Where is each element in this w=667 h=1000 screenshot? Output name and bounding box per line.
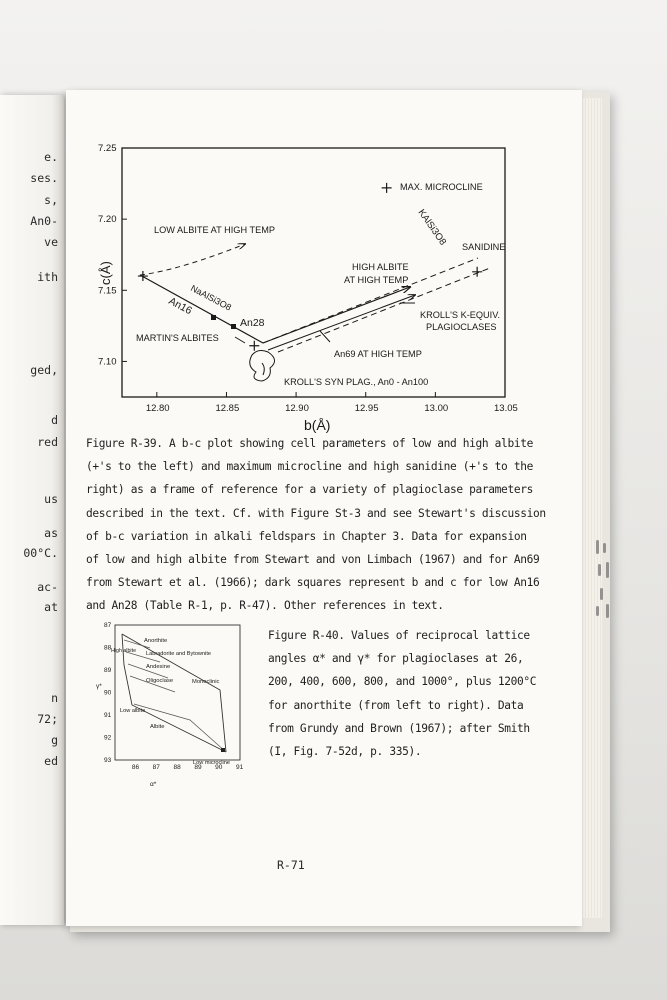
label-high-albite-r40: High albite	[111, 648, 137, 654]
label-max-microcline: MAX. MICROCLINE	[400, 182, 483, 192]
left-text-fragment: 72;	[37, 712, 58, 726]
y-tick-label: 7.15	[98, 285, 117, 297]
x-tick-label: 13.05	[494, 403, 518, 414]
left-text-fragment: n	[51, 691, 58, 705]
x-axis-label: b(Å)	[304, 417, 331, 433]
label-an69-high-temp: An69 AT HIGH TEMP	[334, 349, 422, 359]
label-plagioclases: PLAGIOCLASES	[426, 322, 497, 332]
x-tick-label-r40: 91	[236, 764, 244, 771]
caption-line: (I, Fig. 7-52d, p. 335).	[268, 745, 422, 759]
left-text-fragment: as	[44, 526, 58, 540]
low-microcline-point	[221, 748, 225, 752]
caption-line: of low and high albite from Stewart and von Limbach (1967) and for An69	[86, 553, 540, 567]
x-tick-label: 12.85	[215, 403, 240, 414]
label-low-microcline: Low microcline	[193, 760, 230, 766]
x-tick-label-r40: 90	[215, 764, 223, 771]
caption-line: from Stewart et al. (1966); dark squares represent b and c for low An16	[86, 576, 540, 590]
left-text-fragment: 00°C.	[23, 546, 58, 560]
y-axis-label: c(Å)	[98, 261, 113, 285]
label-andesine: Andesine	[146, 664, 171, 670]
left-text-fragment: s,	[44, 193, 58, 207]
x-tick-label: 12.95	[354, 403, 379, 414]
label-at-high-temp: AT HIGH TEMP	[344, 275, 409, 285]
label-albite: Albite	[150, 724, 165, 730]
x-tick-label-r40: 88	[173, 764, 181, 771]
label-monoclinic: Monoclinic	[192, 679, 220, 685]
y-tick-label-r40: 88	[104, 644, 112, 652]
x-tick-label: 13.00	[424, 403, 449, 414]
label-oligoclase: Oligoclase	[146, 678, 174, 684]
y-tick-label-r40: 89	[104, 667, 112, 674]
caption-line: angles α* and γ* for plagioclases at 26,	[268, 652, 524, 666]
y-tick-label-r40: 91	[104, 712, 112, 719]
caption-line: right) as a frame of reference for a variety of plagioclase parameters	[86, 483, 533, 497]
left-text-fragment: d	[51, 413, 58, 427]
caption-line: for anorthite (from left to right). Data	[268, 698, 524, 712]
label-martins-albites: MARTIN'S ALBITES	[136, 333, 219, 343]
y-tick-label-r40: 90	[104, 689, 112, 697]
x-tick-label: 12.80	[145, 403, 170, 414]
y-axis-ticks-r40	[104, 622, 112, 764]
left-text-fragment: ses.	[30, 171, 58, 185]
caption-line: (+'s to the left) and maximum microcline and high sanidine (+'s to the	[86, 460, 533, 474]
label-kalsi3o8: KAlSi3O8	[415, 207, 449, 248]
caption-line: and An28 (Table R-1, p. R-47). Other references in text.	[86, 599, 444, 613]
left-text-fragment: red	[37, 435, 58, 449]
left-text-fragment: ve	[44, 235, 58, 249]
label-an28: An28	[240, 317, 265, 329]
y-axis-label-r40: γ*	[96, 683, 102, 690]
x-tick-label-r40: 89	[194, 764, 202, 771]
figure-r40-caption	[268, 624, 537, 763]
left-text-fragment: ith	[37, 270, 58, 284]
label-an16: An16	[166, 295, 194, 318]
label-naalsi3o8: NaAlSi3O8	[189, 282, 234, 313]
label-labradorite: Labradorite and Bytownite	[146, 651, 211, 657]
label-krolls-syn-plag: KROLL'S SYN PLAG., An0 - An100	[284, 377, 429, 387]
caption-line: from Grundy and Brown (1967); after Smith	[268, 721, 530, 735]
y-tick-label-r40: 87	[104, 622, 112, 629]
y-tick-label-r40: 92	[104, 734, 112, 742]
label-anorthite: Anorthite	[144, 638, 168, 644]
caption-line: of b-c variation in alkali feldspars in Chapter 3. Data for expansion	[86, 529, 527, 543]
y-tick-label-r40: 93	[104, 757, 112, 764]
left-text-fragment: ac-	[37, 580, 58, 594]
y-tick-label: 7.25	[98, 143, 117, 154]
label-krolls-k-equiv: KROLL'S K-EQUIV.	[420, 310, 501, 320]
label-low-albite-r40: Low albite	[120, 708, 146, 714]
left-text-fragment: g	[51, 733, 58, 747]
x-tick-label: 12.90	[285, 403, 309, 414]
left-text-fragment: ged,	[30, 363, 58, 377]
y-tick-label: 7.20	[98, 214, 117, 226]
y-tick-label: 7.10	[98, 356, 117, 368]
left-text-fragment: ed	[44, 754, 58, 768]
page-number: R-71	[277, 858, 305, 872]
left-text-fragment: at	[44, 600, 58, 614]
left-text-fragment: e.	[44, 150, 58, 164]
figure-r39-caption	[86, 432, 546, 618]
label-high-albite: HIGH ALBITE	[352, 262, 409, 272]
x-tick-label-r40: 86	[131, 764, 140, 771]
caption-line: described in the text. Cf. with Figure St-3 and see Stewart's discussion	[86, 506, 546, 520]
x-tick-label-r40: 87	[152, 764, 160, 771]
left-text-fragment: us	[44, 492, 58, 506]
left-text-fragment: An0-	[30, 214, 58, 228]
x-axis-label-r40: α*	[150, 781, 157, 788]
label-low-albite-high-temp: LOW ALBITE AT HIGH TEMP	[154, 225, 275, 235]
plot-frame-r40	[115, 625, 240, 760]
caption-line: 200, 400, 600, 800, and 1000°, plus 1200°C	[268, 675, 537, 689]
caption-line: Figure R-40. Values of reciprocal lattice	[268, 629, 530, 642]
caption-line: Figure R-39. A b-c plot showing cell parameters of low and high albite	[86, 437, 533, 450]
label-sanidine: SANIDINE	[462, 242, 506, 252]
